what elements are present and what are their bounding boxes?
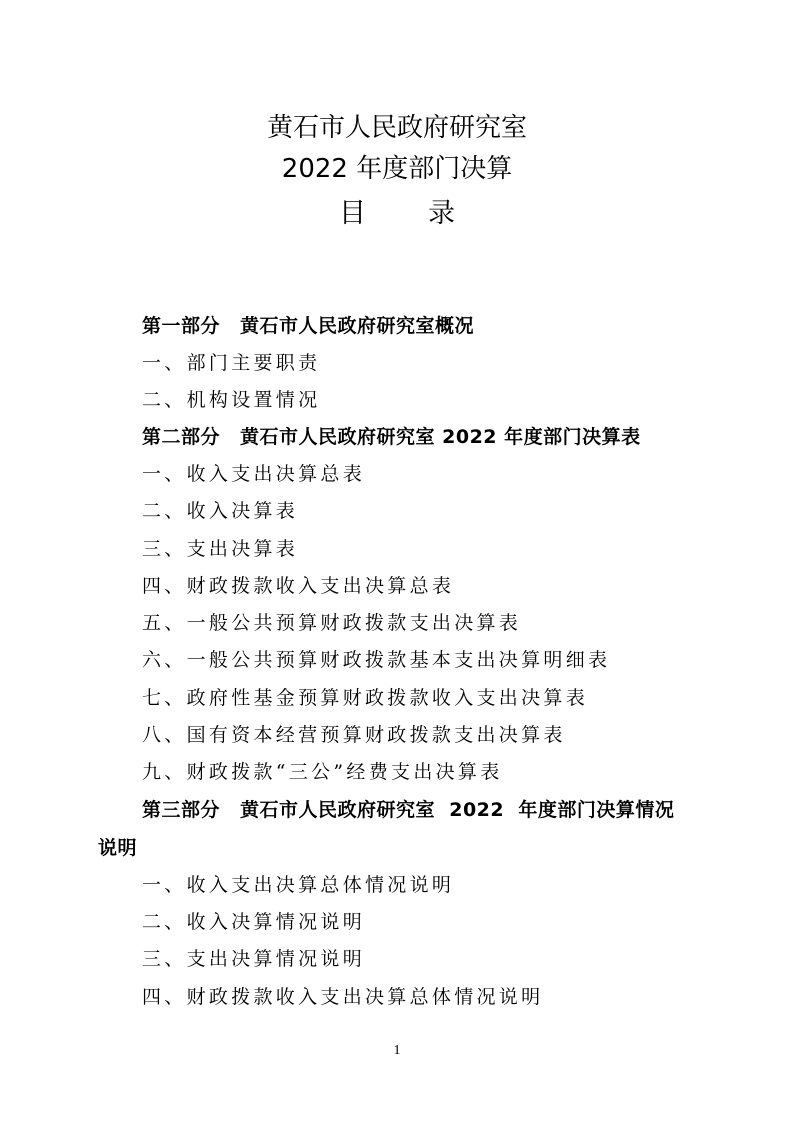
toc-item: 三、支出决算情况说明 bbox=[142, 948, 366, 970]
toc-item: 一、部门主要职责 bbox=[142, 352, 321, 374]
toc-item: 一、收入支出决算总表 bbox=[142, 463, 366, 485]
toc-part3-title: 黄石市人民政府研究室 2022 年度部门决算情况 bbox=[240, 799, 675, 821]
toc-item: 七、政府性基金预算财政拨款收入支出决算表 bbox=[142, 687, 589, 709]
toc-item: 一、收入支出决算总体情况说明 bbox=[142, 874, 455, 896]
toc-part1-title: 黄石市人民政府研究室概况 bbox=[240, 315, 475, 337]
toc-part1-label: 第一部分 bbox=[142, 315, 221, 337]
toc-item: 三、支出决算表 bbox=[142, 538, 299, 560]
toc-item: 八、国有资本经营预算财政拨款支出决算表 bbox=[142, 724, 566, 746]
document-title-line2: 2022 年度部门决算 bbox=[281, 154, 513, 184]
toc-item: 二、收入决算表 bbox=[142, 500, 299, 522]
toc-part3-title-continuation: 说明 bbox=[98, 837, 138, 859]
toc-item: 九、财政拨款“三公”经费支出决算表 bbox=[142, 761, 503, 783]
toc-part1-heading bbox=[142, 314, 474, 338]
toc-part2-title: 黄石市人民政府研究室 2022 年度部门决算表 bbox=[240, 426, 641, 448]
toc-heading-char1: 目 bbox=[339, 198, 366, 229]
toc-item: 六、一般公共预算财政拨款基本支出决算明细表 bbox=[142, 649, 611, 671]
page-number: 1 bbox=[393, 1043, 401, 1058]
document-title-line1: 黄石市人民政府研究室 bbox=[266, 113, 527, 143]
toc-part2-label: 第二部分 bbox=[142, 426, 221, 448]
toc-heading-char2: 录 bbox=[428, 198, 455, 229]
toc-item: 二、机构设置情况 bbox=[142, 389, 321, 411]
toc-part2-heading bbox=[142, 425, 641, 449]
toc-part3-label: 第三部分 bbox=[142, 799, 221, 821]
toc-item: 五、一般公共预算财政拨款支出决算表 bbox=[142, 612, 522, 634]
toc-part3-heading bbox=[142, 798, 674, 822]
toc-heading bbox=[0, 198, 794, 230]
toc-item: 四、财政拨款收入支出决算总表 bbox=[142, 575, 455, 597]
toc-item: 二、收入决算情况说明 bbox=[142, 911, 366, 933]
toc-item: 四、财政拨款收入支出决算总体情况说明 bbox=[142, 986, 544, 1008]
